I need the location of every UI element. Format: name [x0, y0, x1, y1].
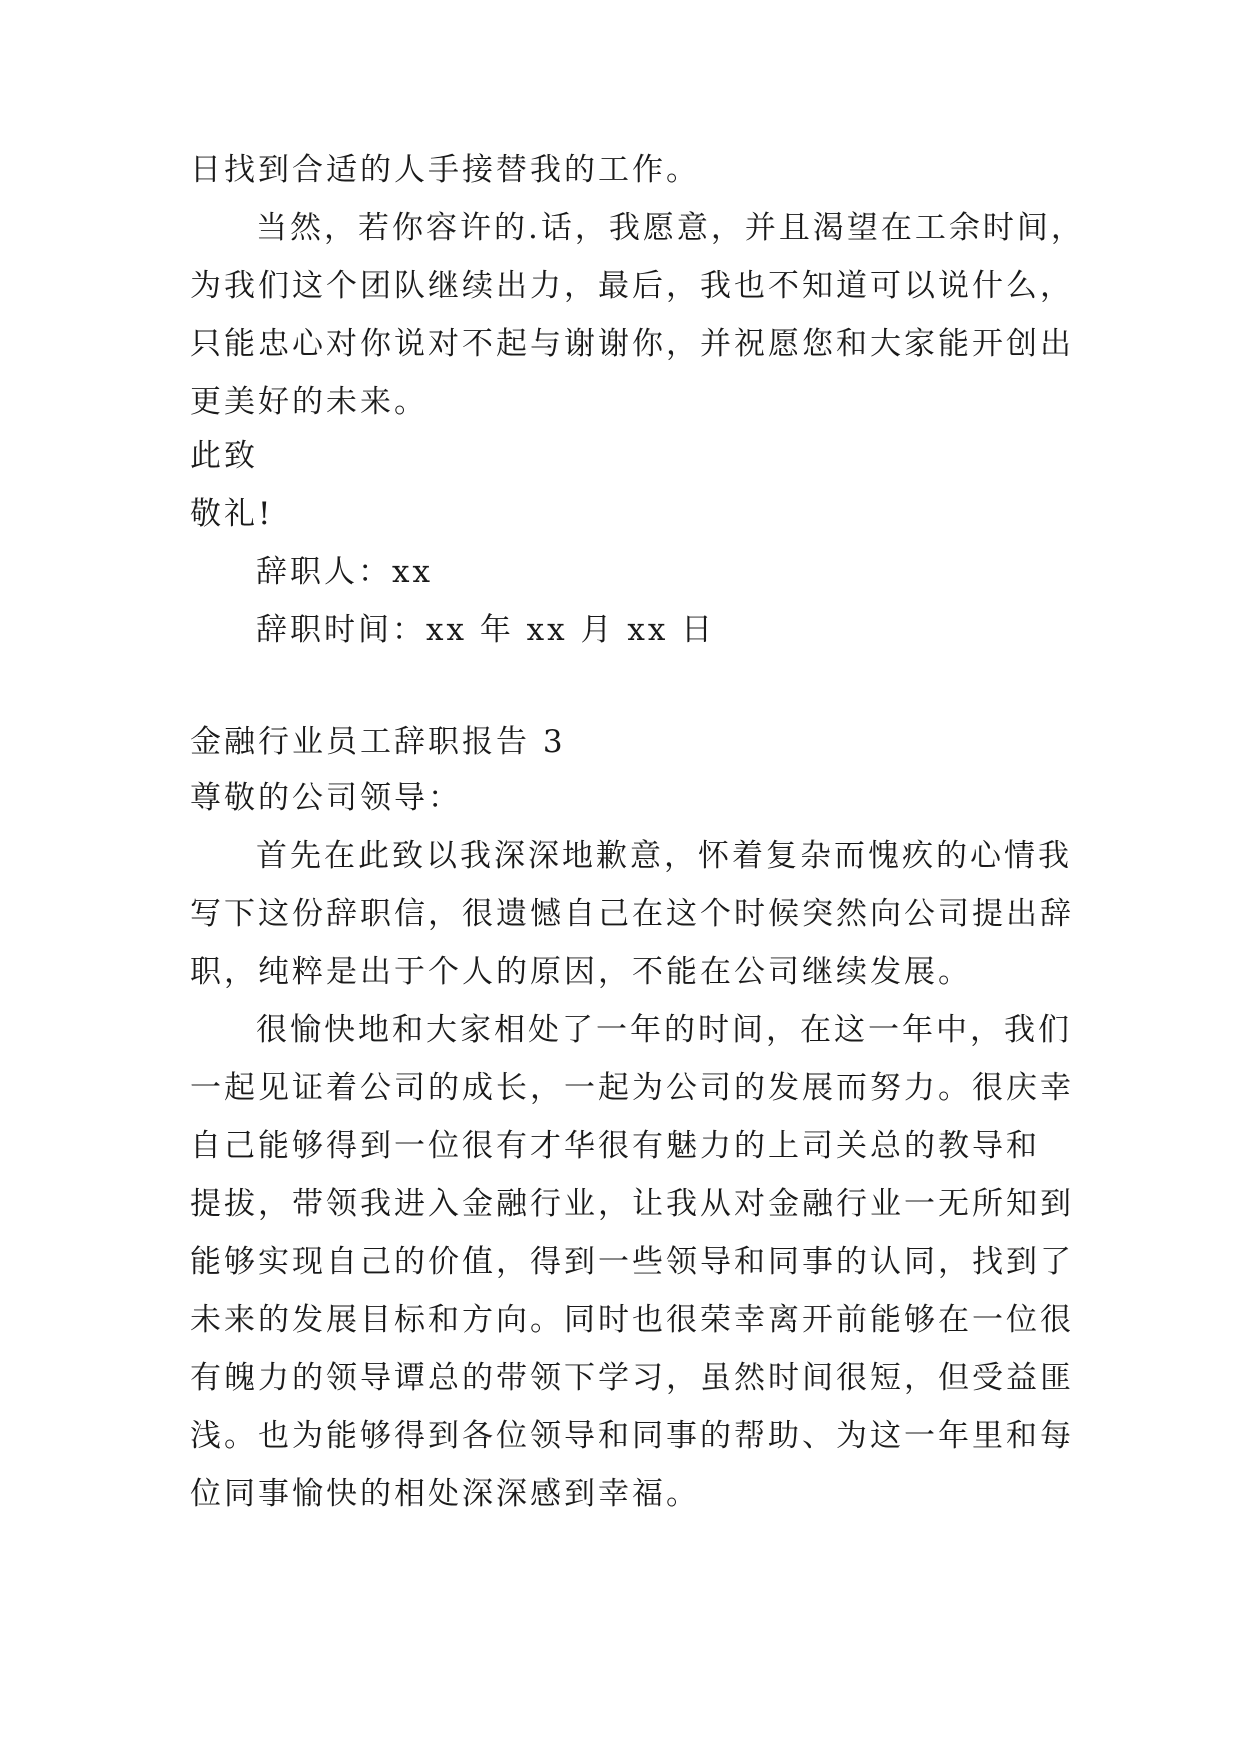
salutation: 尊敬的公司领导：	[190, 780, 462, 816]
paragraph-line: 写下这份辞职信，很遗憾自己在这个时候突然向公司提出辞	[190, 896, 1074, 932]
paragraph-line: 为我们这个团队继续出力，最后，我也不知道可以说什么，	[190, 268, 1074, 304]
paragraph-line: 首先在此致以我深深地歉意，怀着复杂而愧疚的心情我	[256, 838, 1072, 874]
paragraph-line: 很愉快地和大家相处了一年的时间，在这一年中，我们	[256, 1012, 1072, 1048]
closing-salute: 敬礼!	[190, 496, 274, 532]
paragraph-line: 更美好的未来。	[190, 384, 428, 420]
closing-greeting: 此致	[190, 438, 258, 474]
paragraph-line: 自己能够得到一位很有才华很有魅力的上司关总的教导和	[190, 1128, 1040, 1164]
continuation-line: 日找到合适的人手接替我的工作。	[190, 152, 700, 188]
signer-line: 辞职人：xx	[256, 554, 433, 590]
section-title: 金融行业员工辞职报告 3	[190, 724, 566, 760]
paragraph-line: 浅。也为能够得到各位领导和同事的帮助、为这一年里和每	[190, 1418, 1074, 1454]
paragraph-line: 一起见证着公司的成长，一起为公司的发展而努力。很庆幸	[190, 1070, 1074, 1106]
paragraph-line: 未来的发展目标和方向。同时也很荣幸离开前能够在一位很	[190, 1302, 1074, 1338]
paragraph-line: 只能忠心对你说对不起与谢谢你，并祝愿您和大家能开创出	[190, 326, 1074, 362]
date-line: 辞职时间：xx 年 xx 月 xx 日	[256, 612, 716, 648]
paragraph-line: 职，纯粹是出于个人的原因，不能在公司继续发展。	[190, 954, 972, 990]
paragraph-line: 位同事愉快的相处深深感到幸福。	[190, 1476, 700, 1512]
paragraph-line: 能够实现自己的价值，得到一些领导和同事的认同，找到了	[190, 1244, 1074, 1280]
paragraph-line: 提拔，带领我进入金融行业，让我从对金融行业一无所知到	[190, 1186, 1074, 1222]
paragraph-line: 当然，若你容许的.话，我愿意，并且渴望在工余时间，	[256, 210, 1085, 246]
paragraph-line: 有魄力的领导谭总的带领下学习，虽然时间很短，但受益匪	[190, 1360, 1074, 1396]
